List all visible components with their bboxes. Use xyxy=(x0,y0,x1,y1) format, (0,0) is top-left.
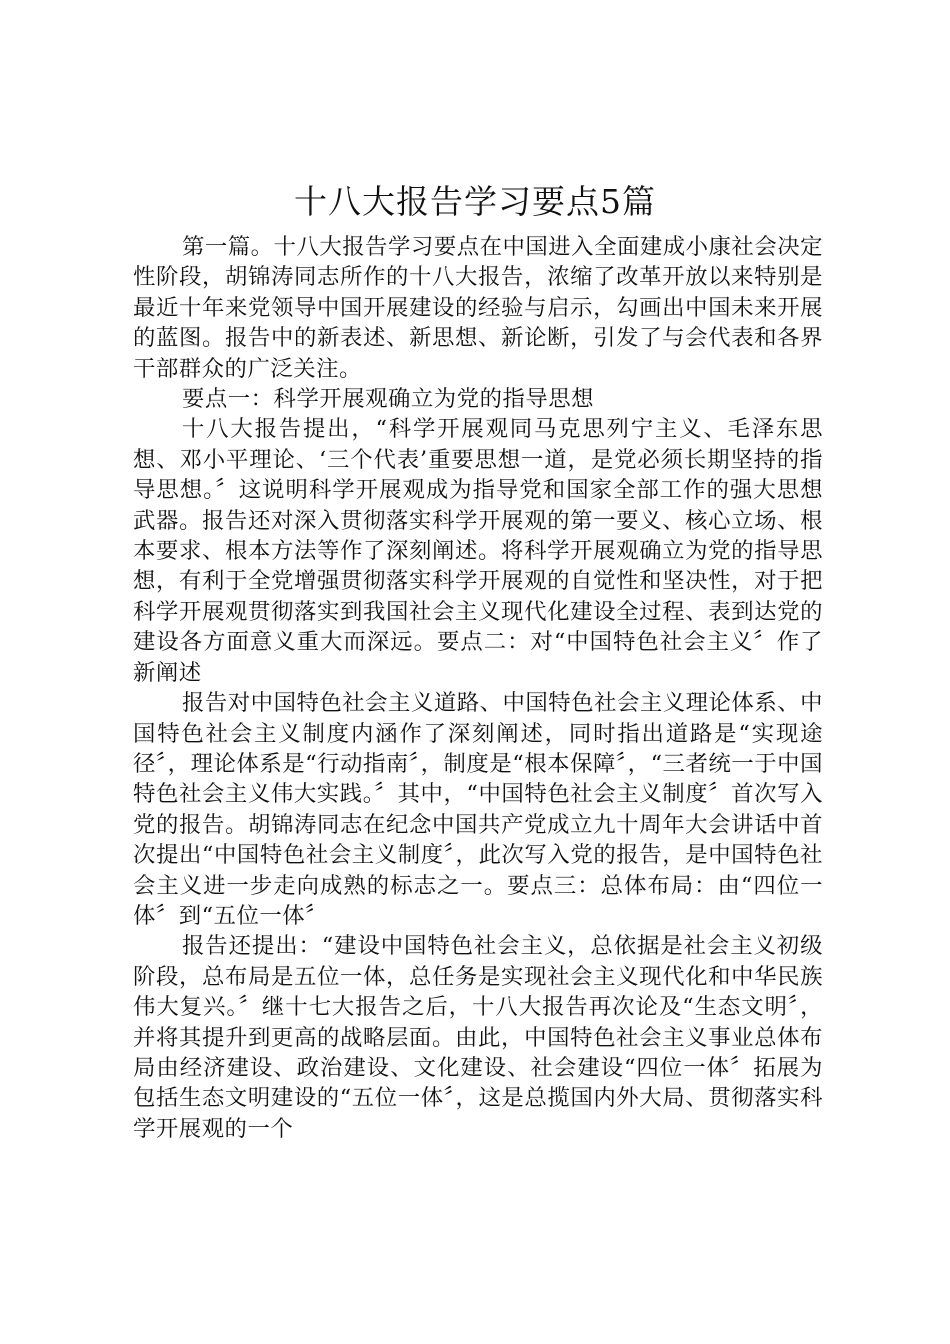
paragraph-intro: 第一篇。十八大报告学习要点在中国进入全面建成小康社会决定性阶段，胡锦涛同志所作的十八大报告，浓缩了改革开放以来特别是最近十年来党领导中国开展建设的经验与启示，勾画出中国未来开展的蓝图。报告中的新表述、新思想、新论断，引发了与会代表和各界干部群众的广泛关注。 xyxy=(133,234,823,382)
paragraph-point-three-body: 报告还提出：“建设中国特色社会主义，总依据是社会主义初级阶段，总布局是五位一体，总任务是实现社会主义现代化和中华民族伟大复兴。〞继十七大报告之后，十八大报告再次论及“生态文明〞，并将其提升到更高的战略层面。由此，中国特色社会主义事业总体布局由经济建设、政治建设、文化建设、社会建设“四位一体〞拓展为包括生态文明建设的“五位一体〞，这是总揽国内外大局、贯彻落实科学开展观的一个 xyxy=(133,933,823,1142)
document-body xyxy=(133,232,823,1144)
paragraph-point-one-heading: 要点一：科学开展观确立为党的指导思想 xyxy=(182,386,595,413)
paragraph-point-two-body: 报告对中国特色社会主义道路、中国特色社会主义理论体系、中国特色社会主义制度内涵作了深刻阐述，同时指出道路是“实现途径〞，理论体系是“行动指南〞，制度是“根本保障〞，“三者统一于中国特色社会主义伟大实践。〞其中，“中国特色社会主义制度〞首次写入党的报告。胡锦涛同志在纪念中国共产党成立九十周年大会讲话中首次提出“中国特色社会主义制度〞，此次写入党的报告，是中国特色社会主义进一步走向成熟的标志之一。要点三：总体布局：由“四位一体〞到“五位一体〞 xyxy=(133,690,823,929)
paragraph-point-one-body: 十八大报告提出，“科学开展观同马克思列宁主义、毛泽东思想、邓小平理论、‘三个代表’重要思想一道，是党必须长期坚持的指导思想。〞这说明科学开展观成为指导党和国家全部工作的强大思想武器。报告还对深入贯彻落实科学开展观的第一要义、核心立场、根本要求、根本方法等作了深刻阐述。将科学开展观确立为党的指导思想，有利于全党增强贯彻落实科学开展观的自觉性和坚决性，对于把科学开展观贯彻落实到我国社会主义现代化建设全过程、表到达党的建设各方面意义重大而深远。要点二：对“中国特色社会主义〞作了新阐述 xyxy=(133,416,823,686)
document-title: 十八大报告学习要点5篇 xyxy=(294,182,656,221)
